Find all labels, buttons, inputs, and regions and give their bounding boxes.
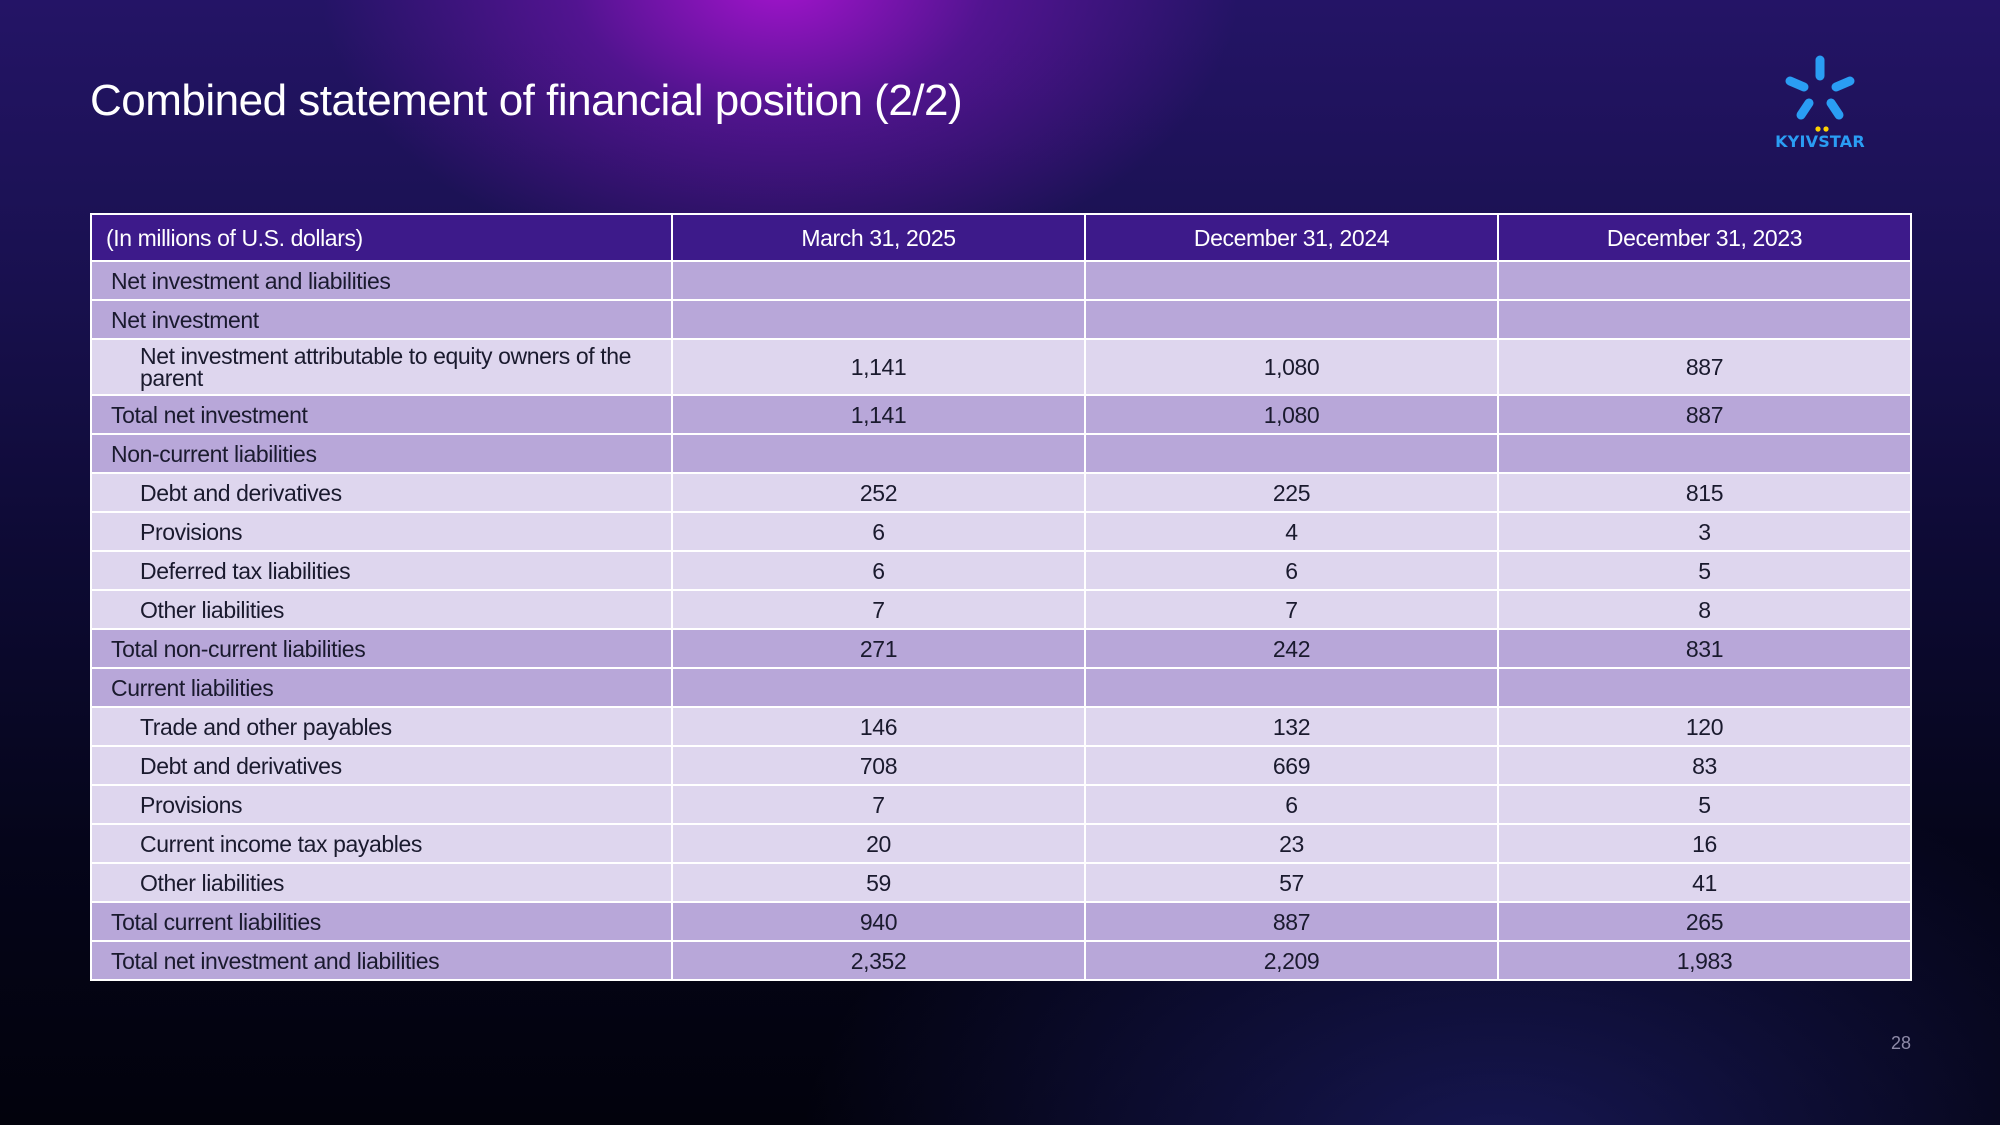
row-label: Total net investment: [91, 395, 672, 434]
value-cell: 7: [672, 785, 1085, 824]
value-cell: 4: [1085, 512, 1498, 551]
table-row: [91, 473, 1911, 512]
table-row: [91, 300, 1911, 339]
row-label: Net investment and liabilities: [91, 261, 672, 300]
value-cell: 242: [1085, 629, 1498, 668]
value-cell: 271: [672, 629, 1085, 668]
value-cell: [672, 434, 1085, 473]
table-row: [91, 785, 1911, 824]
slide-title: Combined statement of financial position (2/2): [90, 76, 963, 125]
value-cell: 57: [1085, 863, 1498, 902]
row-label: Deferred tax liabilities: [91, 551, 672, 590]
value-cell: 7: [672, 590, 1085, 629]
value-cell: 1,080: [1085, 395, 1498, 434]
value-cell: 708: [672, 746, 1085, 785]
table-header-row: [91, 214, 1911, 261]
value-cell: 6: [672, 512, 1085, 551]
table-row: [91, 339, 1911, 395]
row-label: Current liabilities: [91, 668, 672, 707]
value-cell: 2,209: [1085, 941, 1498, 980]
table-row: [91, 941, 1911, 980]
table-row: [91, 902, 1911, 941]
table-row: [91, 395, 1911, 434]
row-label: Other liabilities: [91, 863, 672, 902]
page-number: 28: [1890, 1033, 1911, 1053]
header-units: (In millions of U.S. dollars): [91, 214, 672, 261]
value-cell: [1498, 434, 1911, 473]
table-row: [91, 746, 1911, 785]
value-cell: 1,983: [1498, 941, 1911, 980]
row-label: Provisions: [91, 512, 672, 551]
value-cell: 23: [1085, 824, 1498, 863]
table-row: [91, 629, 1911, 668]
value-cell: 59: [672, 863, 1085, 902]
value-cell: 146: [672, 707, 1085, 746]
value-cell: 831: [1498, 629, 1911, 668]
value-cell: [1085, 300, 1498, 339]
value-cell: 887: [1498, 339, 1911, 395]
value-cell: 6: [672, 551, 1085, 590]
table-body: [91, 261, 1911, 980]
value-cell: 1,141: [672, 395, 1085, 434]
value-cell: 1,080: [1085, 339, 1498, 395]
table-row: [91, 707, 1911, 746]
row-label: Total net investment and liabilities: [91, 941, 672, 980]
value-cell: 252: [672, 473, 1085, 512]
row-label: Non-current liabilities: [91, 434, 672, 473]
value-cell: 6: [1085, 785, 1498, 824]
row-label: Net investment: [91, 300, 672, 339]
row-label: Total non-current liabilities: [91, 629, 672, 668]
value-cell: [672, 668, 1085, 707]
value-cell: 815: [1498, 473, 1911, 512]
value-cell: 5: [1498, 785, 1911, 824]
table-row: [91, 512, 1911, 551]
value-cell: 3: [1498, 512, 1911, 551]
value-cell: 887: [1498, 395, 1911, 434]
value-cell: 940: [672, 902, 1085, 941]
logo-text: KYIVSTAR: [1775, 132, 1865, 151]
table-row: [91, 668, 1911, 707]
table-row: [91, 590, 1911, 629]
header-dec-2024: December 31, 2024: [1085, 214, 1498, 261]
value-cell: [1498, 300, 1911, 339]
value-cell: 41: [1498, 863, 1911, 902]
row-label: Provisions: [91, 785, 672, 824]
value-cell: 5: [1498, 551, 1911, 590]
value-cell: [1085, 668, 1498, 707]
value-cell: 887: [1085, 902, 1498, 941]
value-cell: 8: [1498, 590, 1911, 629]
value-cell: [1498, 261, 1911, 300]
kyivstar-logo: [1768, 50, 1872, 154]
value-cell: 2,352: [672, 941, 1085, 980]
value-cell: 20: [672, 824, 1085, 863]
row-label: Debt and derivatives: [91, 473, 672, 512]
row-label: Net investment attributable to equity owners of the parent: [91, 339, 672, 395]
header-mar-2025: March 31, 2025: [672, 214, 1085, 261]
table-row: [91, 261, 1911, 300]
value-cell: 120: [1498, 707, 1911, 746]
value-cell: 7: [1085, 590, 1498, 629]
table-row: [91, 824, 1911, 863]
value-cell: [1085, 434, 1498, 473]
table-row: [91, 434, 1911, 473]
value-cell: 1,141: [672, 339, 1085, 395]
value-cell: [1085, 261, 1498, 300]
row-label: Trade and other payables: [91, 707, 672, 746]
row-label: Other liabilities: [91, 590, 672, 629]
row-label: Current income tax payables: [91, 824, 672, 863]
value-cell: [1498, 668, 1911, 707]
value-cell: 669: [1085, 746, 1498, 785]
value-cell: [672, 300, 1085, 339]
value-cell: 16: [1498, 824, 1911, 863]
table-row: [91, 551, 1911, 590]
value-cell: 6: [1085, 551, 1498, 590]
value-cell: 83: [1498, 746, 1911, 785]
header-dec-2023: December 31, 2023: [1498, 214, 1911, 261]
value-cell: [672, 261, 1085, 300]
financial-position-table: [90, 213, 1912, 981]
table-row: [91, 863, 1911, 902]
row-label: Debt and derivatives: [91, 746, 672, 785]
star-logo-icon: [1768, 50, 1872, 130]
row-label: Total current liabilities: [91, 902, 672, 941]
value-cell: 225: [1085, 473, 1498, 512]
value-cell: 132: [1085, 707, 1498, 746]
value-cell: 265: [1498, 902, 1911, 941]
